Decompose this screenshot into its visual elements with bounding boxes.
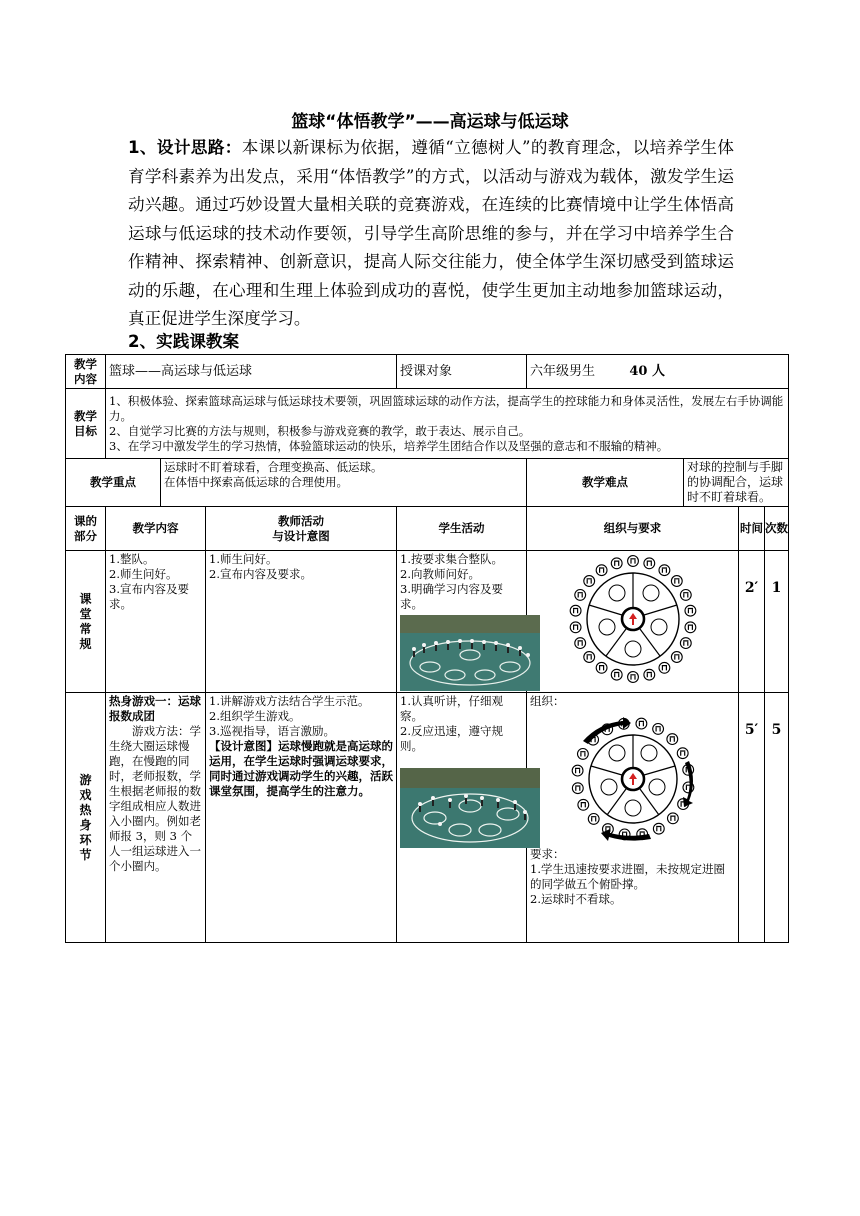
goal-item: 2、自觉学习比赛的方法与规则，积极参与游戏竞赛的教学，敢于表达、展示自己。 — [109, 423, 531, 438]
routine-teacher-cell — [206, 551, 397, 693]
list-item: 3.宣布内容及要求。 — [109, 582, 189, 611]
design-idea-paragraph — [128, 134, 734, 334]
list-item: 2.宣布内容及要求。 — [209, 567, 312, 581]
header-teacher — [206, 507, 397, 551]
class-photo-1 — [400, 615, 540, 691]
header-content — [106, 507, 206, 551]
audience-value: 六年级男生 — [530, 364, 596, 379]
key-points-label-cell — [66, 459, 161, 507]
header-org — [527, 507, 739, 551]
header-content-text: 教学内容 — [132, 521, 179, 535]
design-idea-text: 本课以新课标为依据，遵循“立德树人”的教育理念，以培养学生体育学科素养为出发点，采用“体悟教学”的方式，以活动与游戏为载体，激发学生运动兴趣。通过巧妙设置大量相关联的竞赛游戏，在连续的比赛情境中让学生体悟高运球与低运球的技术动作要领，引导学生高阶思维的参与，并在学习中培养学生合作精神、探索精神、创新意识，提高人际交往能力，使全体学生深切感受到篮球运动的乐趣，在心理和生理上体验到成功的喜悦，使学生更加主动地参加篮球运动，真正促进学生深度学习。 — [128, 138, 735, 328]
student-marker — [685, 622, 696, 633]
warmup-time: 5′ — [739, 693, 765, 943]
student-marker — [627, 556, 638, 567]
student-marker — [677, 748, 688, 759]
student-marker — [643, 669, 654, 680]
list-item: 3.巡视指导，语言激励。 — [209, 724, 335, 738]
lesson-plan-table — [65, 354, 789, 943]
audience-label-cell — [397, 355, 527, 389]
list-item: 3.明确学习内容及要求。 — [400, 582, 503, 611]
header-part-text: 课的部分 — [74, 513, 97, 543]
page-title: 篮球“体悟教学”——高运球与低运球 — [291, 112, 569, 132]
student-marker — [680, 638, 691, 649]
part-routine-text: 课 堂 常 规 — [79, 591, 92, 651]
student-marker — [627, 672, 638, 683]
audience-label: 授课对象 — [400, 364, 453, 379]
goal-item: 1、积极体验、探索篮球高运球与低运球技术要领，巩固篮球运球的动作方法，提高学生的控球能力和身体灵活性，发展左右手协调能力。 — [109, 393, 784, 423]
routine-org-cell — [527, 551, 739, 693]
warmup-teacher-cell — [206, 693, 397, 943]
student-marker — [570, 605, 581, 616]
list-item: 2.向教师问好。 — [400, 567, 480, 581]
goal-item: 3、在学习中激发学生的学习热情，体验篮球运动的快乐，培养学生团结合作以及坚强的意志和不服输的精神。 — [109, 438, 669, 453]
key-point: 在体悟中探索高低运球的合理使用。 — [164, 475, 348, 489]
routine-time: 2′ — [739, 551, 765, 693]
header-student-text: 学生活动 — [438, 521, 485, 535]
student-marker — [667, 813, 678, 824]
formation-diagram-2 — [563, 711, 703, 847]
student-marker — [643, 558, 654, 569]
student-marker — [652, 724, 663, 735]
requirement-item: 1.学生迅速按要求进圈，未按规定进圈的同学做五个俯卧撑。 — [530, 862, 726, 891]
class-photo-2 — [400, 768, 540, 848]
design-intent: 【设计意图】运球慢跑就是高运球的运用，在学生运球时强调运球要求，同时通过游戏调动学生的兴趣，活跃课堂氛围，提高学生的注意力。 — [209, 739, 393, 798]
student-marker — [636, 718, 647, 729]
list-item: 1.按要求集合整队。 — [400, 552, 503, 566]
header-teacher-text: 教师活动 — [278, 513, 324, 528]
key-point: 运球时不盯着球看，合理变换高、低运球。 — [164, 460, 383, 474]
header-teacher-sub: 与设计意图 — [272, 528, 330, 543]
key-points-label: 教学重点 — [90, 475, 136, 489]
section-2-heading: 2、实践课教案 — [128, 332, 240, 351]
requirement-item: 2.运球时不看球。 — [530, 892, 622, 906]
header-time — [739, 507, 765, 551]
header-times-text: 次数 — [765, 521, 789, 535]
routine-content-cell — [106, 551, 206, 693]
routine-student-cell — [397, 551, 527, 693]
student-marker — [572, 765, 583, 776]
student-marker — [596, 662, 607, 673]
part-routine — [66, 551, 106, 693]
student-marker — [653, 823, 664, 834]
student-marker — [577, 799, 588, 810]
game-title: 热身游戏一：运球报数成团 — [109, 694, 201, 723]
student-marker — [659, 565, 670, 576]
list-item: 2.反应迅速，遵守规则。 — [400, 724, 503, 753]
student-marker — [577, 749, 588, 760]
student-marker — [596, 565, 607, 576]
game-description: 游戏方法：学生绕大圈运球慢跑，在慢跑的同时，老师报数，学生根据老师报的数字组成相应人数进入小圈内。例如老师报 3，则 3 个人一组运球进入一个小圈内。 — [109, 724, 201, 873]
part-warmup-text: 游 戏 热 身 环 节 — [79, 772, 92, 862]
header-times — [765, 507, 789, 551]
student-marker — [685, 605, 696, 616]
warmup-times: 5 — [765, 693, 789, 943]
content-value: 篮球——高运球与低运球 — [109, 364, 253, 379]
header-time-text: 时间 — [740, 521, 764, 535]
warmup-org-cell — [527, 693, 739, 943]
student-marker — [671, 576, 682, 587]
header-student — [397, 507, 527, 551]
warmup-content-cell — [106, 693, 206, 943]
student-marker — [583, 576, 594, 587]
student-marker — [659, 662, 670, 673]
student-marker — [588, 814, 599, 825]
org-label: 组织： — [530, 694, 565, 708]
list-item: 1.认真听讲，仔细观察。 — [400, 694, 503, 723]
req-label: 要求： — [530, 847, 565, 861]
list-item: 2.组织学生游戏。 — [209, 709, 301, 723]
student-marker — [671, 652, 682, 663]
header-part — [66, 507, 106, 551]
student-marker — [574, 590, 585, 601]
header-org-text: 组织与要求 — [603, 521, 662, 535]
difficulty-text: 对球的控制与手脚的协调配合，运球时不盯着球看。 — [687, 460, 784, 504]
difficulty-label-cell — [527, 459, 684, 507]
content-label: 教学内容 — [74, 356, 97, 386]
student-marker — [570, 622, 581, 633]
content-value-cell — [106, 355, 397, 389]
audience-value-cell — [527, 355, 789, 389]
student-marker — [680, 590, 691, 601]
student-marker — [572, 783, 583, 794]
formation-diagram-1 — [563, 555, 703, 683]
goals-cell — [106, 389, 789, 459]
difficulty-label: 教学难点 — [582, 475, 629, 489]
list-item: 1.讲解游戏方法结合学生示范。 — [209, 694, 370, 708]
goals-label: 教学目标 — [74, 408, 97, 438]
list-item: 1.整队。 — [109, 552, 155, 566]
student-marker — [583, 652, 594, 663]
key-points-cell — [161, 459, 527, 507]
routine-times: 1 — [765, 551, 789, 693]
student-marker — [611, 558, 622, 569]
student-marker — [666, 734, 677, 745]
student-marker — [574, 638, 585, 649]
list-item: 2.师生问好。 — [109, 567, 178, 581]
content-label-cell — [66, 355, 106, 389]
difficulty-cell — [684, 459, 789, 507]
warmup-student-cell — [397, 693, 527, 943]
student-count: 40 人 — [629, 364, 665, 379]
design-idea-label: 1、设计思路： — [128, 138, 242, 157]
part-warmup — [66, 693, 106, 943]
list-item: 1.师生问好。 — [209, 552, 278, 566]
goals-label-cell — [66, 389, 106, 459]
student-marker — [611, 669, 622, 680]
